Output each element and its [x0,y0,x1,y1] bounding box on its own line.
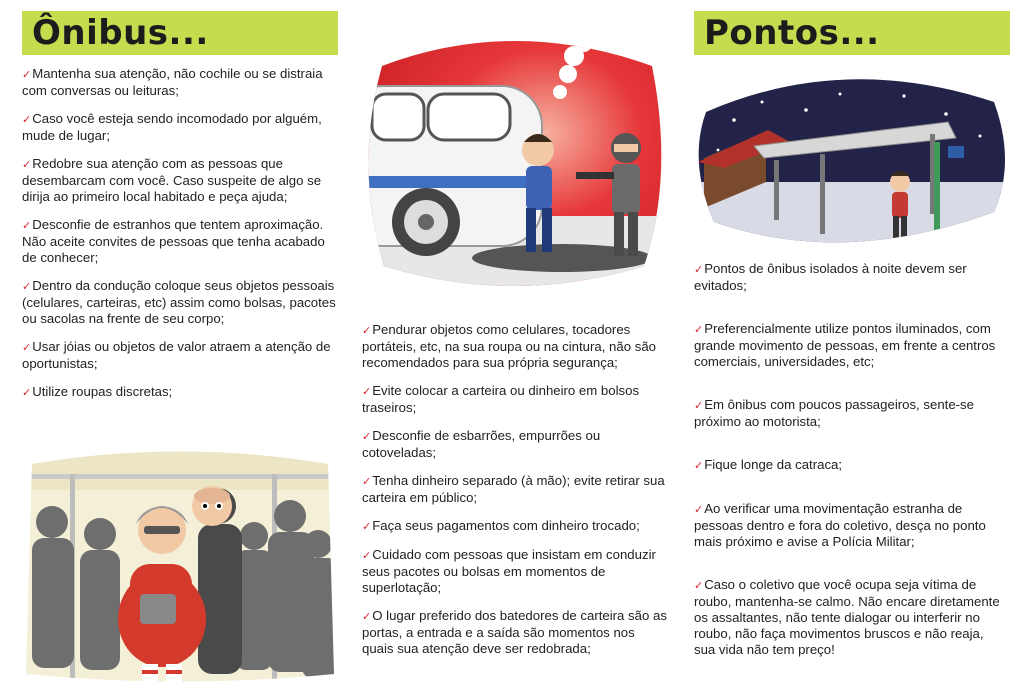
tip-item: ✓Mantenha sua atenção, não cochile ou se distraia com conversas ou leituras; [22,66,323,98]
tip-item: ✓Caso o coletivo que você ocupa seja vítima de roubo, mantenha-se calmo. Não encare diretamente os assaltantes, não tente dialogar ou interferir no roubo, não faça movimentos bruscos e não reaja, sua vida não tem preço! [694,577,1000,657]
check-icon: ✓ [22,387,32,399]
check-icon: ✓ [22,220,32,232]
check-icon: ✓ [694,264,704,276]
tip-item: ✓Utilize roupas discretas; [22,384,173,399]
check-icon: ✓ [362,431,372,443]
tip-item: ✓Faça seus pagamentos com dinheiro trocado; [362,518,640,533]
tip-item: ✓Redobre sua atenção com as pessoas que desembarcam com você. Caso suspeite de algo se dirija ao primeiro local habitado e peça ajuda; [22,156,322,204]
check-icon: ✓ [362,611,372,623]
crowded-bus-illustration [22,444,338,684]
middle-tips-list [362,322,668,657]
tip-item: ✓Dentro da condução coloque seus objetos pessoais (celulares, carteiras, etc) assim como bolsas, pacotes ou sacolas na frente de seu corpo; [22,278,336,326]
check-icon: ✓ [362,476,372,488]
check-icon: ✓ [362,521,372,533]
check-icon: ✓ [362,386,372,398]
tip-item: ✓Ao verificar uma movimentação estranha de pessoas dentro e fora do coletivo, desça no ponto mais próximo e avise a Polícia Militar; [694,501,986,549]
tip-item: ✓Usar jóias ou objetos de valor atraem a atenção de oportunistas; [22,339,331,371]
tip-item: ✓O lugar preferido dos batedores de carteira são as portas, a entrada e a saída são momentos nos quais sua atenção deve ser redobrada; [362,608,667,656]
onibus-tips-list [22,66,342,401]
tip-item: ✓Em ônibus com poucos passageiros, sente-se próximo ao motorista; [694,397,974,429]
tip-item: ✓Tenha dinheiro separado (à mão); evite retirar sua carteira em público; [362,473,665,505]
check-icon: ✓ [22,281,32,293]
check-icon: ✓ [362,550,372,562]
tip-item: ✓Desconfie de esbarrões, empurrões ou cotoveladas; [362,428,601,460]
check-icon: ✓ [694,460,704,472]
night-bus-stop-illustration [694,62,1010,252]
tip-item: ✓Evite colocar a carteira ou dinheiro em bolsos traseiros; [362,383,640,415]
check-icon: ✓ [694,400,704,412]
pontos-banner [694,11,1010,55]
check-icon: ✓ [694,324,704,336]
robbery-illustration [362,26,666,294]
tip-item: ✓Preferencialmente utilize pontos iluminados, com grande movimento de pessoas, em frente a centros comerciais, universidades, etc; [694,321,996,369]
check-icon: ✓ [22,342,32,354]
check-icon: ✓ [694,504,704,516]
onibus-heading: Ônibus... [32,13,209,53]
tip-item: ✓Cuidado com pessoas que insistam em conduzir seus pacotes ou bolsas em momentos de superlotação; [362,547,656,595]
tip-item: ✓Pendurar objetos como celulares, tocadores portáteis, etc, na sua roupa ou na cintura, não são recomendados para sua própria segurança; [362,322,656,370]
check-icon: ✓ [694,580,704,592]
pontos-tips-list [694,261,1006,658]
tip-item: ✓Caso você esteja sendo incomodado por alguém, mude de lugar; [22,111,322,143]
check-icon: ✓ [22,159,32,171]
onibus-banner [22,11,338,55]
check-icon: ✓ [362,325,372,337]
tip-item: ✓Fique longe da catraca; [694,457,843,472]
tip-item: ✓Pontos de ônibus isolados à noite devem ser evitados; [694,261,967,293]
pontos-heading: Pontos... [704,13,880,53]
check-icon: ✓ [22,114,32,126]
tip-item: ✓Desconfie de estranhos que tentem aproximação. Não aceite convites de pessoas que tenha acabado de conhecer; [22,217,325,265]
check-icon: ✓ [22,69,32,81]
